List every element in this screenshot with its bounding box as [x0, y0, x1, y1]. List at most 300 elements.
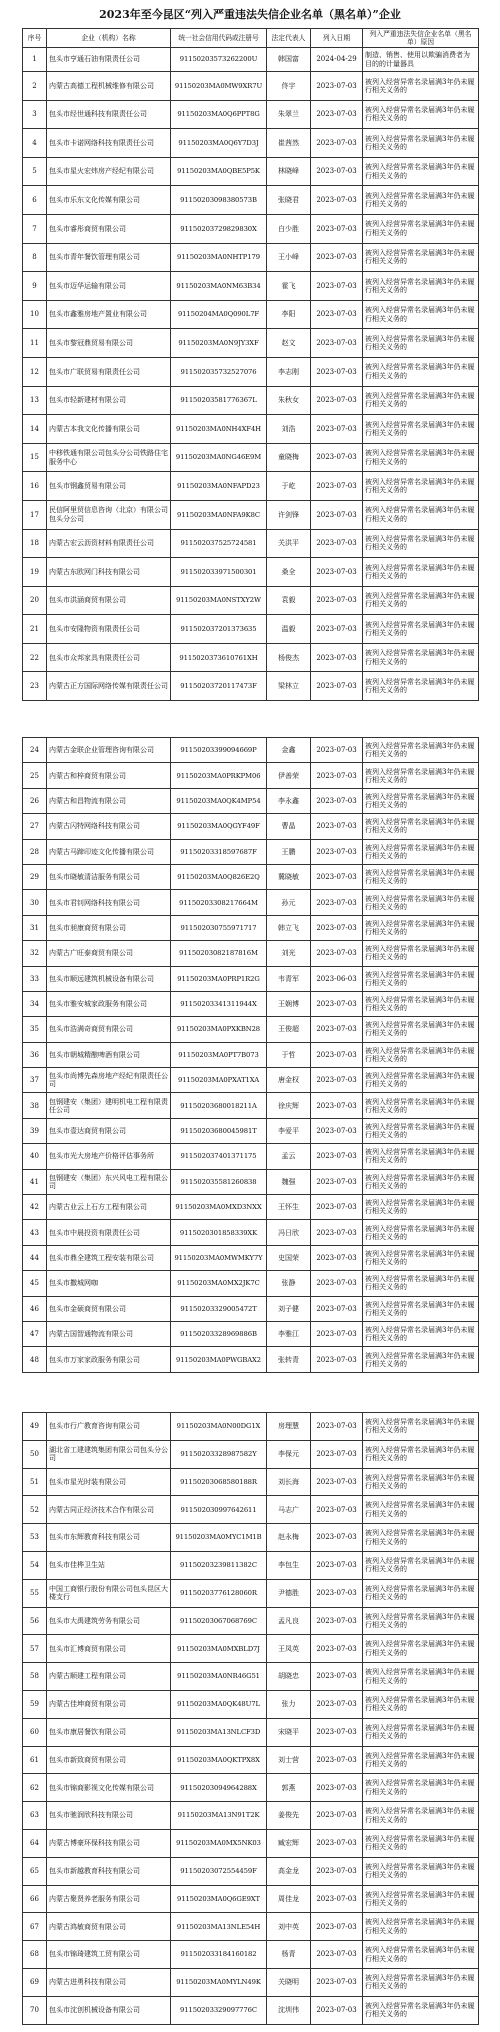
cell-credit-code: 91150203318597687F — [171, 840, 267, 864]
table-row — [23, 48, 479, 72]
cell-reason: 被列入经营异常名录届满3年仍未履行相关义务的 — [363, 1635, 479, 1662]
cell-credit-code: 91150203MA0PRP1R2G — [171, 967, 267, 991]
cell-credit-code: 91150203MA0NFA9K8C — [171, 501, 267, 529]
cell-credit-code: 91150203308217664M — [171, 890, 267, 914]
cell-credit-code: 9115020301858339XK — [171, 1220, 267, 1244]
cell-reason: 被列入经营异常名录届满3年仍未履行相关义务的 — [363, 415, 479, 443]
cell-credit-code: 91150203399094669P — [171, 738, 267, 762]
cell-company-name: 包头市睿彤商贸有限公司 — [47, 215, 171, 243]
cell-index: 62 — [23, 1774, 47, 1801]
cell-index: 6 — [23, 186, 47, 214]
cell-legal-rep: 曹晶 — [267, 814, 311, 838]
cell-list-date: 2023-07-03 — [311, 1496, 363, 1523]
table-row — [23, 1830, 479, 1858]
header-credit-code: 统一社会信用代码或注册号 — [171, 29, 267, 47]
cell-legal-rep: 唐金权 — [267, 1068, 311, 1092]
cell-credit-code: 91150203239811382C — [171, 1552, 267, 1579]
cell-list-date: 2023-07-03 — [311, 72, 363, 100]
cell-credit-code: 91150203MA0PRKPM06 — [171, 763, 267, 787]
cell-list-date: 2023-07-03 — [311, 763, 363, 787]
cell-index: 55 — [23, 1580, 47, 1607]
cell-legal-rep: 王娴博 — [267, 992, 311, 1016]
cell-list-date: 2023-07-03 — [311, 1886, 363, 1913]
cell-legal-rep: 刘光 — [267, 941, 311, 965]
cell-legal-rep: 王俊超 — [267, 1017, 311, 1041]
cell-credit-code: 91150203573262200U — [171, 48, 267, 71]
cell-reason: 被列入经营异常名录届满3年仍未履行相关义务的 — [363, 763, 479, 787]
cell-legal-rep: 张晓君 — [267, 186, 311, 214]
cell-list-date: 2023-07-03 — [311, 992, 363, 1016]
cell-legal-rep: 于哲 — [267, 1043, 311, 1067]
cell-legal-rep: 刘士营 — [267, 1747, 311, 1774]
cell-reason: 被列入经营异常名录届满3年仍未履行相关义务的 — [363, 1663, 479, 1690]
cell-credit-code: 911502037201373635 — [171, 615, 267, 643]
cell-legal-rep: 赵永梅 — [267, 1524, 311, 1551]
cell-credit-code: 911502035732527076 — [171, 358, 267, 386]
cell-credit-code: 91150203072554459F — [171, 1858, 267, 1885]
cell-index: 7 — [23, 215, 47, 243]
cell-company-name: 内蒙古马蹄印迹文化传播有限公司 — [47, 840, 171, 864]
cell-company-name: 包头市行广教育咨询有限公司 — [47, 1413, 171, 1440]
table-row — [23, 1220, 479, 1245]
cell-company-name: 包头市锦商影视文化传媒有限公司 — [47, 1774, 171, 1801]
cell-list-date: 2023-07-03 — [311, 1858, 363, 1885]
cell-legal-rep: 梁林立 — [267, 672, 311, 700]
cell-list-date: 2023-07-03 — [311, 415, 363, 443]
cell-company-name: 包头市君钊网络科技有限公司 — [47, 890, 171, 914]
cell-credit-code: 91150203680045981T — [171, 1119, 267, 1143]
cell-credit-code: 91150203067068769C — [171, 1608, 267, 1635]
cell-reason: 被列入经营异常名录届满3年仍未履行相关义务的 — [363, 244, 479, 272]
cell-credit-code: 91150203329097776C — [171, 1997, 267, 2024]
cell-reason: 被列入经营异常名录届满3年仍未履行相关义务的 — [363, 1858, 479, 1885]
cell-company-name: 包头市雅安城家政服务有限公司 — [47, 992, 171, 1016]
cell-credit-code: 91150203329005472T — [171, 1297, 267, 1321]
table-row — [23, 992, 479, 1017]
cell-list-date: 2023-07-03 — [311, 501, 363, 529]
cell-reason: 被列入经营异常名录届满3年仍未履行相关义务的 — [363, 1997, 479, 2024]
cell-credit-code: 91150203MA0NR46G51 — [171, 1663, 267, 1690]
cell-credit-code: 91150203MA0QKTPX8X — [171, 1747, 267, 1774]
cell-company-name: 包头市中晨投资有限责任公司 — [47, 1220, 171, 1244]
table-row — [23, 501, 479, 530]
cell-list-date: 2023-07-03 — [311, 615, 363, 643]
cell-credit-code: 911502035581260838 — [171, 1170, 267, 1194]
cell-legal-rep: 孟云 — [267, 1144, 311, 1168]
cell-list-date: 2023-07-03 — [311, 587, 363, 615]
cell-company-name: 包头市经世通科技有限责任公司 — [47, 101, 171, 129]
cell-reason: 被列入经营异常名录届满3年仍未履行相关义务的 — [363, 644, 479, 672]
cell-index: 35 — [23, 1017, 47, 1041]
cell-credit-code: 91150203MA0Q826E2Q — [171, 865, 267, 889]
table-row — [23, 530, 479, 559]
cell-index: 14 — [23, 415, 47, 443]
cell-reason: 被列入经营异常名录届满3年仍未履行相关义务的 — [363, 941, 479, 965]
cell-company-name: 包头市新致商贸有限公司 — [47, 1747, 171, 1774]
cell-reason: 被列入经营异常名录届满3年仍未履行相关义务的 — [363, 789, 479, 813]
cell-reason: 被列入经营异常名录届满3年仍未履行相关义务的 — [363, 1297, 479, 1321]
table-row — [23, 789, 479, 814]
table-row — [23, 387, 479, 416]
cell-reason: 被列入经营异常名录届满3年仍未履行相关义务的 — [363, 865, 479, 889]
cell-reason: 被列入经营异常名录届满3年仍未履行相关义务的 — [363, 387, 479, 415]
cell-legal-rep: 桑全 — [267, 558, 311, 586]
cell-reason: 被列入经营异常名录届满3年仍未履行相关义务的 — [363, 1830, 479, 1857]
cell-list-date: 2023-07-03 — [311, 1195, 363, 1219]
cell-legal-rep: 许剑锋 — [267, 501, 311, 529]
cell-reason: 被列入经营异常名录届满3年仍未履行相关义务的 — [363, 472, 479, 500]
cell-legal-rep: 孙元 — [267, 890, 311, 914]
cell-index: 17 — [23, 501, 47, 529]
table-row — [23, 415, 479, 444]
table-row — [23, 1093, 479, 1118]
cell-legal-rep: 臧宏辉 — [267, 1830, 311, 1857]
cell-list-date: 2023-07-03 — [311, 890, 363, 914]
cell-credit-code: 91150203MA0MXBLD7J — [171, 1635, 267, 1662]
cell-reason: 被列入经营异常名录届满3年仍未履行相关义务的 — [363, 215, 479, 243]
table-row — [23, 301, 479, 330]
cell-list-date: 2023-07-03 — [311, 1913, 363, 1940]
cell-credit-code: 911502030997642611 — [171, 1496, 267, 1523]
cell-list-date: 2023-07-03 — [311, 101, 363, 129]
cell-list-date: 2023-07-03 — [311, 1297, 363, 1321]
cell-index: 22 — [23, 644, 47, 672]
cell-company-name: 包头市鑫雅房地产置业有限公司 — [47, 301, 171, 329]
cell-index: 58 — [23, 1663, 47, 1690]
cell-reason: 被列入经营异常名录届满3年仍未履行相关义务的 — [363, 814, 479, 838]
table-row — [23, 329, 479, 358]
table-row — [23, 1170, 479, 1195]
table-row — [23, 1347, 479, 1372]
cell-reason: 被列入经营异常名录届满3年仍未履行相关义务的 — [363, 444, 479, 472]
table-row — [23, 558, 479, 587]
cell-company-name: 内蒙古顺建工程有限公司 — [47, 1663, 171, 1690]
cell-company-name: 包钢建安（集团）东兴风电工程有限公司 — [47, 1170, 171, 1194]
cell-list-date: 2023-07-03 — [311, 186, 363, 214]
cell-company-name: 内蒙古广旺泰商贸有限公司 — [47, 941, 171, 965]
cell-list-date: 2023-07-03 — [311, 1271, 363, 1295]
table-row — [23, 129, 479, 158]
cell-list-date: 2023-07-03 — [311, 1347, 363, 1371]
cell-legal-rep: 韦青军 — [267, 967, 311, 991]
cell-index: 8 — [23, 244, 47, 272]
cell-company-name: 包头市众邦家具有限责任公司 — [47, 644, 171, 672]
table-row — [23, 967, 479, 992]
cell-index: 26 — [23, 789, 47, 813]
cell-reason: 被列入经营异常名录届满3年仍未履行相关义务的 — [363, 916, 479, 940]
cell-company-name: 包头市亨通石油有限责任公司 — [47, 48, 171, 71]
cell-index: 9 — [23, 272, 47, 300]
table-row — [23, 1297, 479, 1322]
cell-list-date: 2023-07-03 — [311, 1469, 363, 1496]
cell-reason: 被列入经营异常名录届满3年仍未履行相关义务的 — [363, 1747, 479, 1774]
cell-reason: 制造、销售、使用以欺骗消费者为目的的计量器具 — [363, 48, 479, 71]
table-row — [23, 587, 479, 616]
cell-company-name: 内蒙古高德工程机械维修有限公司 — [47, 72, 171, 100]
cell-index: 63 — [23, 1802, 47, 1829]
cell-company-name: 包头市安隆物资有限责任公司 — [47, 615, 171, 643]
cell-legal-rep: 房理慧 — [267, 1413, 311, 1440]
cell-reason: 被列入经营异常名录届满3年仍未履行相关义务的 — [363, 1496, 479, 1523]
cell-legal-rep: 李志刚 — [267, 358, 311, 386]
table-row — [23, 1144, 479, 1169]
cell-reason: 被列入经营异常名录届满3年仍未履行相关义务的 — [363, 1524, 479, 1551]
table-row — [23, 763, 479, 788]
cell-reason: 被列入经营异常名录届满3年仍未履行相关义务的 — [363, 615, 479, 643]
cell-company-name: 包头市卡诺网络科技有限责任公司 — [47, 129, 171, 157]
cell-company-name: 包头市壹达商贸有限公司 — [47, 1119, 171, 1143]
cell-reason: 被列入经营异常名录届满3年仍未履行相关义务的 — [363, 1220, 479, 1244]
cell-index: 56 — [23, 1608, 47, 1635]
cell-list-date: 2023-07-03 — [311, 1017, 363, 1041]
cell-index: 64 — [23, 1830, 47, 1857]
cell-reason: 被列入经营异常名录届满3年仍未履行相关义务的 — [363, 129, 479, 157]
cell-index: 10 — [23, 301, 47, 329]
cell-credit-code: 91150203MA0QBE5P5K — [171, 158, 267, 186]
table-row — [23, 444, 479, 473]
cell-reason: 被列入经营异常名录届满3年仍未履行相关义务的 — [363, 890, 479, 914]
cell-legal-rep: 李永鑫 — [267, 789, 311, 813]
cell-list-date: 2023-07-03 — [311, 158, 363, 186]
table-row — [23, 814, 479, 839]
table-row — [23, 1246, 479, 1271]
cell-index: 67 — [23, 1913, 47, 1940]
cell-company-name: 内蒙古金联企业管理咨询有限公司 — [47, 738, 171, 762]
cell-list-date: 2023-06-03 — [311, 967, 363, 991]
cell-legal-rep: 霍飞 — [267, 272, 311, 300]
table-row — [23, 916, 479, 941]
cell-list-date: 2023-07-03 — [311, 129, 363, 157]
cell-company-name: 内蒙古博豪环保科技有限公司 — [47, 1830, 171, 1857]
cell-index: 33 — [23, 967, 47, 991]
cell-credit-code: 911502033971500301 — [171, 558, 267, 586]
cell-list-date: 2023-07-03 — [311, 244, 363, 272]
cell-company-name: 中移铁通有限公司包头分公司铁路住宅服务中心 — [47, 444, 171, 472]
cell-list-date: 2023-07-03 — [311, 1322, 363, 1346]
cell-company-name: 内蒙古进勇科技有限公司 — [47, 1969, 171, 1996]
cell-legal-rep: 金鑫 — [267, 738, 311, 762]
cell-reason: 被列入经营异常名录届满3年仍未履行相关义务的 — [363, 1043, 479, 1067]
cell-company-name: 包头市迈华运输有限公司 — [47, 272, 171, 300]
cell-list-date: 2023-07-03 — [311, 840, 363, 864]
cell-company-name: 包头市黎冠鼎贸易有限公司 — [47, 329, 171, 357]
cell-list-date: 2023-07-03 — [311, 1093, 363, 1117]
header-legal-rep: 法定代表人 — [267, 29, 311, 47]
cell-list-date: 2023-07-03 — [311, 358, 363, 386]
cell-legal-rep: 佟宇 — [267, 72, 311, 100]
cell-reason: 被列入经营异常名录届满3年仍未履行相关义务的 — [363, 329, 479, 357]
cell-reason: 被列入经营异常名录届满3年仍未履行相关义务的 — [363, 530, 479, 558]
cell-reason: 被列入经营异常名录届满3年仍未履行相关义务的 — [363, 1969, 479, 1996]
cell-legal-rep: 张转青 — [267, 1347, 311, 1371]
cell-reason: 被列入经营异常名录届满3年仍未履行相关义务的 — [363, 72, 479, 100]
cell-index: 16 — [23, 472, 47, 500]
cell-company-name: 包头市驰润欣科技有限公司 — [47, 1802, 171, 1829]
cell-company-name: 包头市汇博商贸有限公司 — [47, 1635, 171, 1662]
cell-reason: 被列入经营异常名录届满3年仍未履行相关义务的 — [363, 101, 479, 129]
cell-legal-rep: 冯日欣 — [267, 1220, 311, 1244]
cell-credit-code: 91150203MA0MX5NK03 — [171, 1830, 267, 1857]
cell-credit-code: 91150203MA0NSTXY2W — [171, 587, 267, 615]
cell-company-name: 包头市浩满奇商贸有限公司 — [47, 1017, 171, 1041]
cell-list-date: 2023-07-03 — [311, 1119, 363, 1143]
table-row — [23, 72, 479, 101]
cell-index: 12 — [23, 358, 47, 386]
cell-company-name: 包头市昶康商贸有限公司 — [47, 916, 171, 940]
cell-company-name: 包头市康居餐饮有限公司 — [47, 1719, 171, 1746]
cell-index: 44 — [23, 1246, 47, 1270]
cell-credit-code: 91150203MA0MYC1M1B — [171, 1524, 267, 1551]
cell-legal-rep: 韩国富 — [267, 48, 311, 71]
table-row — [23, 472, 479, 501]
cell-credit-code: 91150203729829830X — [171, 215, 267, 243]
cell-credit-code: 91150203MA13NLE54H — [171, 1913, 267, 1940]
cell-list-date: 2023-07-03 — [311, 1802, 363, 1829]
table-row — [23, 1719, 479, 1747]
cell-legal-rep: 李雅江 — [267, 1322, 311, 1346]
cell-reason: 被列入经营异常名录届满3年仍未履行相关义务的 — [363, 1886, 479, 1913]
cell-legal-rep: 韩立飞 — [267, 916, 311, 940]
cell-credit-code: 9115020373610761XH — [171, 644, 267, 672]
cell-company-name: 包头市星火宏炜房产经纪有限公司 — [47, 158, 171, 186]
cell-company-name: 内蒙古聚贤养老服务有限公司 — [47, 1886, 171, 1913]
cell-legal-rep: 崔茜然 — [267, 129, 311, 157]
table-row — [23, 941, 479, 966]
cell-list-date: 2023-07-03 — [311, 1719, 363, 1746]
cell-credit-code: 91150203MA0MW9XR7U — [171, 72, 267, 100]
cell-reason: 被列入经营异常名录届满3年仍未履行相关义务的 — [363, 1691, 479, 1718]
cell-credit-code: 91150203MA0PWGBAX2 — [171, 1347, 267, 1371]
cell-list-date: 2023-07-03 — [311, 1552, 363, 1579]
table-row — [23, 1322, 479, 1347]
cell-company-name: 湖北省工建建筑集团有限公司包头分公司 — [47, 1441, 171, 1468]
cell-legal-rep: 童晓梅 — [267, 444, 311, 472]
cell-index: 1 — [23, 48, 47, 71]
table-row — [23, 1635, 479, 1663]
cell-credit-code: 91150203MA0NFAPD23 — [171, 472, 267, 500]
cell-credit-code: 91150203776128060R — [171, 1580, 267, 1607]
cell-credit-code: 91150203MA0QGYF49F — [171, 814, 267, 838]
cell-legal-rep: 朱秋女 — [267, 387, 311, 415]
cell-reason: 被列入经营异常名录届满3年仍未履行相关义务的 — [363, 738, 479, 762]
table-page-1 — [22, 28, 479, 701]
cell-company-name: 包头市顺远建筑机械设备有限公司 — [47, 967, 171, 991]
cell-legal-rep: 伊善荣 — [267, 763, 311, 787]
table-row — [23, 865, 479, 890]
table-row — [23, 215, 479, 244]
cell-index: 50 — [23, 1441, 47, 1468]
cell-reason: 被列入经营异常名录届满3年仍未履行相关义务的 — [363, 967, 479, 991]
cell-index: 29 — [23, 865, 47, 889]
document-title: 2023年至今昆区“列入严重违法失信企业名单（黑名单）”企业 — [99, 8, 401, 21]
cell-index: 24 — [23, 738, 47, 762]
cell-credit-code: 91150203098380573B — [171, 186, 267, 214]
cell-credit-code: 91150203680018211A — [171, 1093, 267, 1117]
cell-reason: 被列入经营异常名录届满3年仍未履行相关义务的 — [363, 1271, 479, 1295]
cell-legal-rep: 周佳龙 — [267, 1886, 311, 1913]
cell-company-name: 包头市金硕商贸有限公司 — [47, 1297, 171, 1321]
cell-list-date: 2023-07-03 — [311, 738, 363, 762]
cell-credit-code: 91150203MA0N00DG1X — [171, 1413, 267, 1440]
cell-reason: 被列入经营异常名录届满3年仍未履行相关义务的 — [363, 1941, 479, 1968]
cell-reason: 被列入经营异常名录届满3年仍未履行相关义务的 — [363, 1719, 479, 1746]
cell-legal-rep: 关洪平 — [267, 530, 311, 558]
table-row — [23, 358, 479, 387]
cell-reason: 被列入经营异常名录届满3年仍未履行相关义务的 — [363, 158, 479, 186]
cell-list-date: 2023-07-03 — [311, 789, 363, 813]
cell-index: 39 — [23, 1119, 47, 1143]
cell-reason: 被列入经营异常名录届满3年仍未履行相关义务的 — [363, 272, 479, 300]
cell-company-name: 包头市大禹建筑劳务有限公司 — [47, 1608, 171, 1635]
table-row — [23, 1747, 479, 1775]
table-row — [23, 1524, 479, 1552]
cell-legal-rep: 张静 — [267, 1271, 311, 1295]
cell-legal-rep: 胡晓忠 — [267, 1663, 311, 1690]
cell-credit-code: 91150203MA13NLCF3D — [171, 1719, 267, 1746]
cell-company-name: 内蒙古闪特网络科技有限公司 — [47, 814, 171, 838]
cell-legal-rep: 刘浩 — [267, 415, 311, 443]
cell-list-date: 2023-07-03 — [311, 1774, 363, 1801]
cell-credit-code: 91150203082187816M — [171, 941, 267, 965]
cell-legal-rep: 于屹 — [267, 472, 311, 500]
cell-index: 54 — [23, 1552, 47, 1579]
cell-credit-code: 911502033184160182 — [171, 1941, 267, 1968]
cell-company-name: 包头市星光时装有限公司 — [47, 1469, 171, 1496]
cell-legal-rep: 温毅 — [267, 615, 311, 643]
cell-list-date: 2023-07-03 — [311, 1635, 363, 1662]
cell-list-date: 2023-07-03 — [311, 814, 363, 838]
cell-list-date: 2023-07-03 — [311, 1969, 363, 1996]
cell-list-date: 2023-07-03 — [311, 272, 363, 300]
cell-company-name: 内蒙古国智通物流有限公司 — [47, 1322, 171, 1346]
table-row — [23, 1413, 479, 1441]
cell-list-date: 2023-07-03 — [311, 1246, 363, 1270]
cell-legal-rep: 宋晓平 — [267, 1719, 311, 1746]
cell-credit-code: 91150203094964288X — [171, 1774, 267, 1801]
cell-index: 13 — [23, 387, 47, 415]
table-row — [23, 1802, 479, 1830]
cell-index: 34 — [23, 992, 47, 1016]
cell-credit-code: 91150203328987582Y — [171, 1441, 267, 1468]
cell-reason: 被列入经营异常名录届满3年仍未履行相关义务的 — [363, 840, 479, 864]
cell-index: 38 — [23, 1093, 47, 1117]
table-row — [23, 1017, 479, 1042]
cell-credit-code: 91150203MA0NH4XF4H — [171, 415, 267, 443]
cell-reason: 被列入经营异常名录届满3年仍未履行相关义务的 — [363, 1913, 479, 1940]
cell-legal-rep: 郭燕 — [267, 1774, 311, 1801]
cell-legal-rep: 林晓峰 — [267, 158, 311, 186]
cell-legal-rep: 袁毅 — [267, 587, 311, 615]
table-row — [23, 101, 479, 130]
cell-index: 20 — [23, 587, 47, 615]
cell-list-date: 2023-07-03 — [311, 1068, 363, 1092]
cell-index: 69 — [23, 1969, 47, 1996]
cell-legal-rep: 王怀生 — [267, 1195, 311, 1219]
cell-legal-rep: 白少胜 — [267, 215, 311, 243]
cell-credit-code: 91150203MA0Q6PPT8G — [171, 101, 267, 129]
cell-index: 32 — [23, 941, 47, 965]
cell-company-name: 内蒙古和梓商贸有限公司 — [47, 763, 171, 787]
cell-company-name: 包头市锦琦建筑工贸有限公司 — [47, 1941, 171, 1968]
cell-reason: 被列入经营异常名录届满3年仍未履行相关义务的 — [363, 1580, 479, 1607]
cell-list-date: 2023-07-03 — [311, 215, 363, 243]
cell-index: 43 — [23, 1220, 47, 1244]
cell-index: 65 — [23, 1858, 47, 1885]
cell-company-name: 包头市鼎全建筑工程安装有限公司 — [47, 1246, 171, 1270]
cell-index: 18 — [23, 530, 47, 558]
cell-company-name: 包头市洪涵商贸有限公司 — [47, 587, 171, 615]
cell-list-date: 2023-07-03 — [311, 558, 363, 586]
